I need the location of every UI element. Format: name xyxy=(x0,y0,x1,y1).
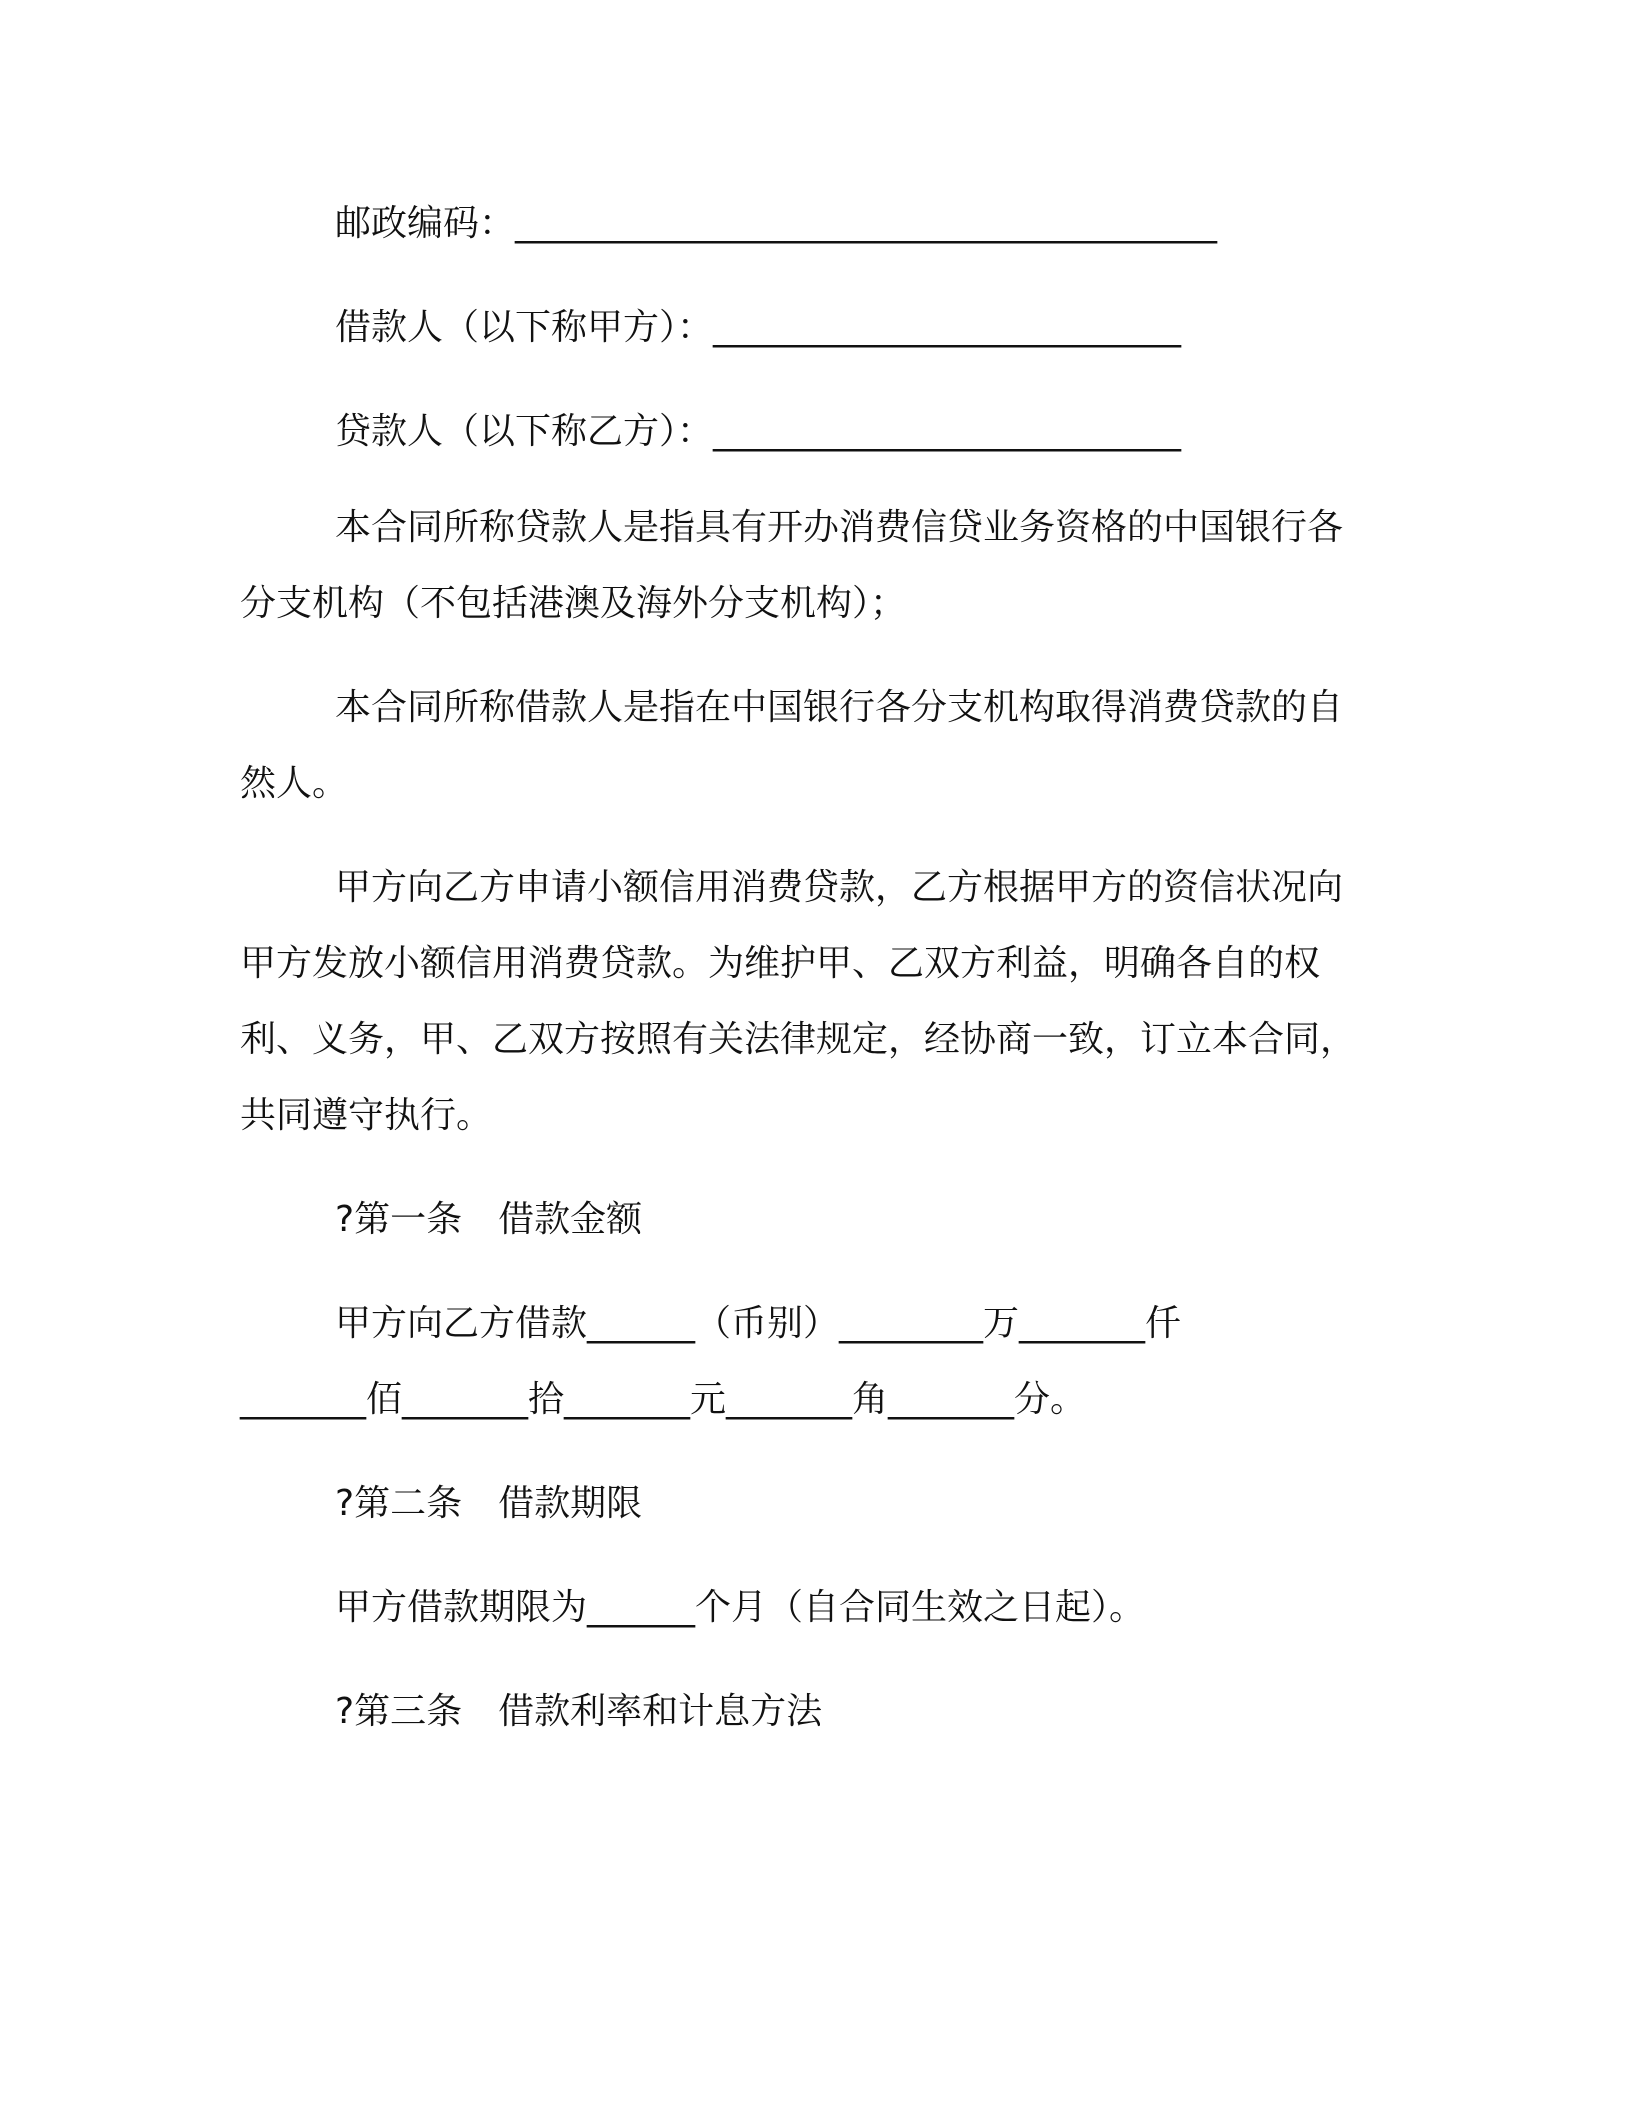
lender-definition-line-1: 本合同所称贷款人是指具有开办消费信贷业务资格的中国银行各 xyxy=(335,507,1344,548)
purpose-line-2: 甲方发放小额信用消费贷款。为维护甲、乙双方利益，明确各自的权 xyxy=(240,943,1321,984)
purpose-line-4: 共同遵守执行。 xyxy=(240,1095,493,1136)
article1-body-line-1: 甲方向乙方借款______（币别）________万_______仟 xyxy=(335,1303,1182,1344)
borrower-definition-line-1: 本合同所称借款人是指在中国银行各分支机构取得消费贷款的自 xyxy=(335,687,1344,728)
article3-heading: ?第三条 借款利率和计息方法 xyxy=(335,1691,823,1732)
article1-body-line-2: _______佰_______拾_______元_______角_______分。 xyxy=(240,1379,1086,1420)
purpose-line-1: 甲方向乙方申请小额信用消费贷款，乙方根据甲方的资信状况向 xyxy=(335,867,1344,908)
purpose-line-3: 利、义务，甲、乙双方按照有关法律规定，经协商一致，订立本合同， xyxy=(240,1019,1357,1060)
borrower-definition-line-2: 然人。 xyxy=(240,763,349,804)
borrower-line: 借款人（以下称甲方）：__________________________ xyxy=(335,307,1182,348)
article2-heading: ?第二条 借款期限 xyxy=(335,1483,643,1524)
article1-heading: ?第一条 借款金额 xyxy=(335,1199,643,1240)
lender-line: 贷款人（以下称乙方）：__________________________ xyxy=(335,411,1182,452)
article2-body: 甲方借款期限为______个月（自合同生效之日起）。 xyxy=(335,1587,1146,1628)
postal-code-line: 邮政编码：_______________________________________ xyxy=(335,203,1218,244)
lender-definition-line-2: 分支机构（不包括港澳及海外分支机构）； xyxy=(240,583,907,624)
